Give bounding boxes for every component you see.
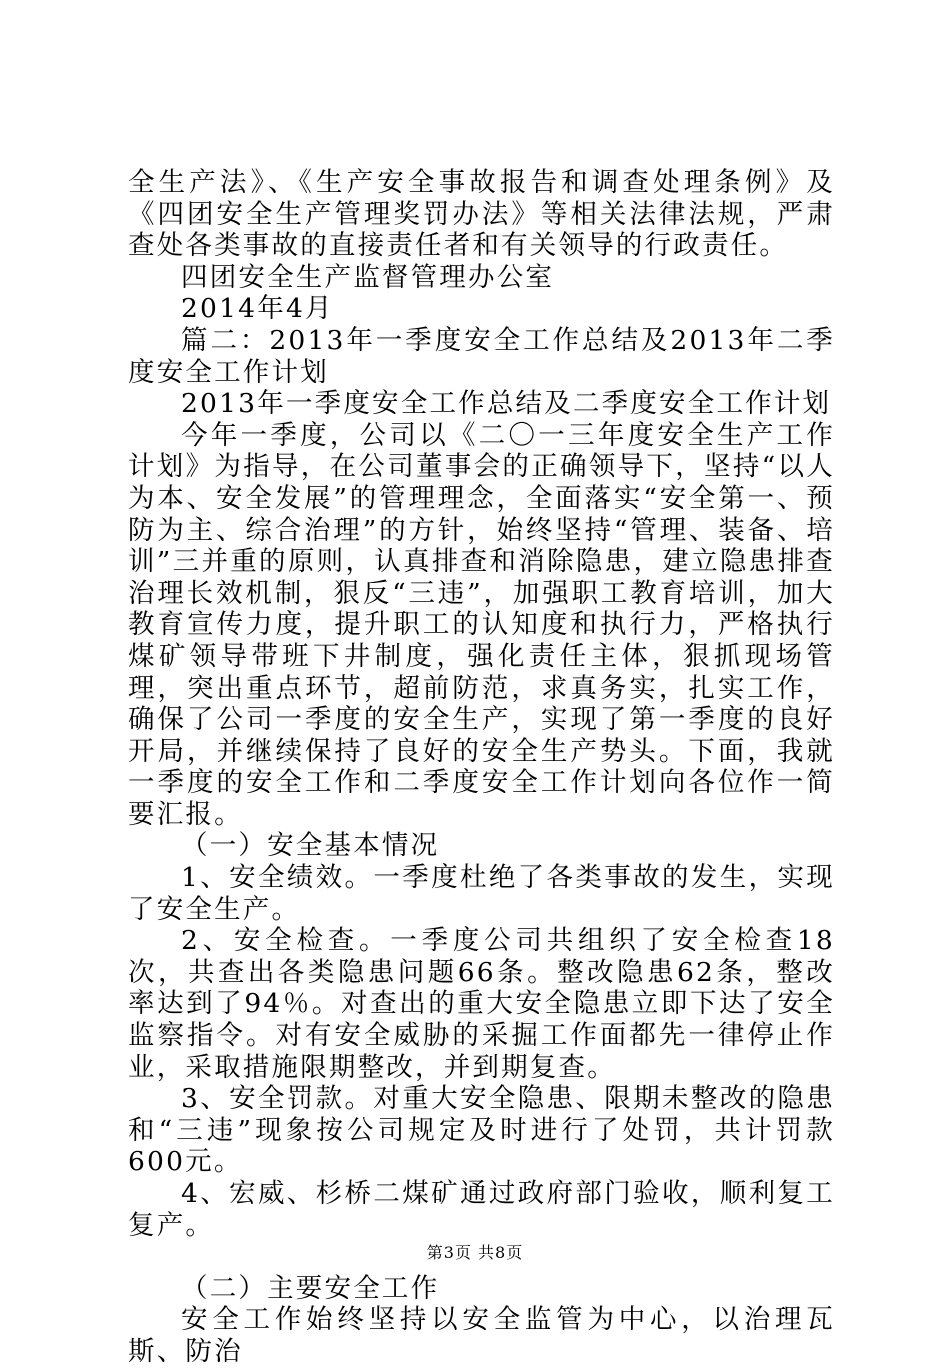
paragraph-law-closing: 全生产法》、《生产安全事故报告和调查处理条例》及《四团安全生产管理奖罚办法》等相关法律法规，严肃查处各类事故的直接责任者和有关领导的行政责任。 [128, 167, 835, 262]
list-item-penalty: 3、安全罚款。对重大安全隐患、限期未整改的隐患和“三违”现象按公司规定及时进行了处罚，共计罚款600元。 [128, 1083, 835, 1178]
page-number-label: 第3页 共8页 [426, 1243, 524, 1262]
signature-office: 四团安全生产监督管理办公室 [181, 261, 555, 293]
paragraph-intro: 今年一季度，公司以《二〇一三年度安全生产工作计划》为指导，在公司董事会的正确领导下，坚持“以人为本、安全发展”的管理理念，全面落实“安全第一、预防为主、综合治理”的方针，始终坚持“管理、装备、培训”三并重的原则，认真排查和消除隐患，建立隐患排查治理长效机制，狠反“三违”，加强职工教育培训，加大教育宣传力度，提升职工的认知度和执行力，严格执行煤矿领导带班下井制度，强化责任主体，狠抓现场管理，突出重点环节，超前防范，求真务实，扎实工作，确保了公司一季度的安全生产，实现了第一季度的良好开局，并继续保持了良好的安全生产势头。下面，我就一季度的安全工作和二季度安全工作计划向各位作一简要汇报。 [128, 419, 835, 830]
subheading-main-work: （二）主要安全工作 [181, 1272, 440, 1304]
signature-date: 2014年4月 [181, 293, 334, 325]
page-footer [0, 1243, 950, 1263]
section-heading-part-two: 篇二：2013年一季度安全工作总结及2013年二季度安全工作计划 [128, 324, 835, 388]
document-body [128, 167, 835, 1368]
list-item-performance: 1、安全绩效。一季度杜绝了各类事故的发生，实现了安全生产。 [128, 862, 835, 925]
subheading-basic-situation: （一）安全基本情况 [181, 830, 440, 862]
document-title: 2013年一季度安全工作总结及二季度安全工作计划 [181, 388, 832, 420]
list-item-resumption: 4、宏威、杉桥二煤矿通过政府部门验收，顺利复工复产。 [128, 1178, 835, 1241]
paragraph-main-work: 安全工作始终坚持以安全监管为中心，以治理瓦斯、防治 [128, 1304, 835, 1367]
list-item-inspection: 2、安全检查。一季度公司共组织了安全检查18次，共查出各类隐患问题66条。整改隐患62条，整改率达到了94％。对查出的重大安全隐患立即下达了安全监察指令。对有安全威胁的采掘工作面都先一律停止作业，采取措施限期整改，并到期复查。 [128, 925, 835, 1083]
